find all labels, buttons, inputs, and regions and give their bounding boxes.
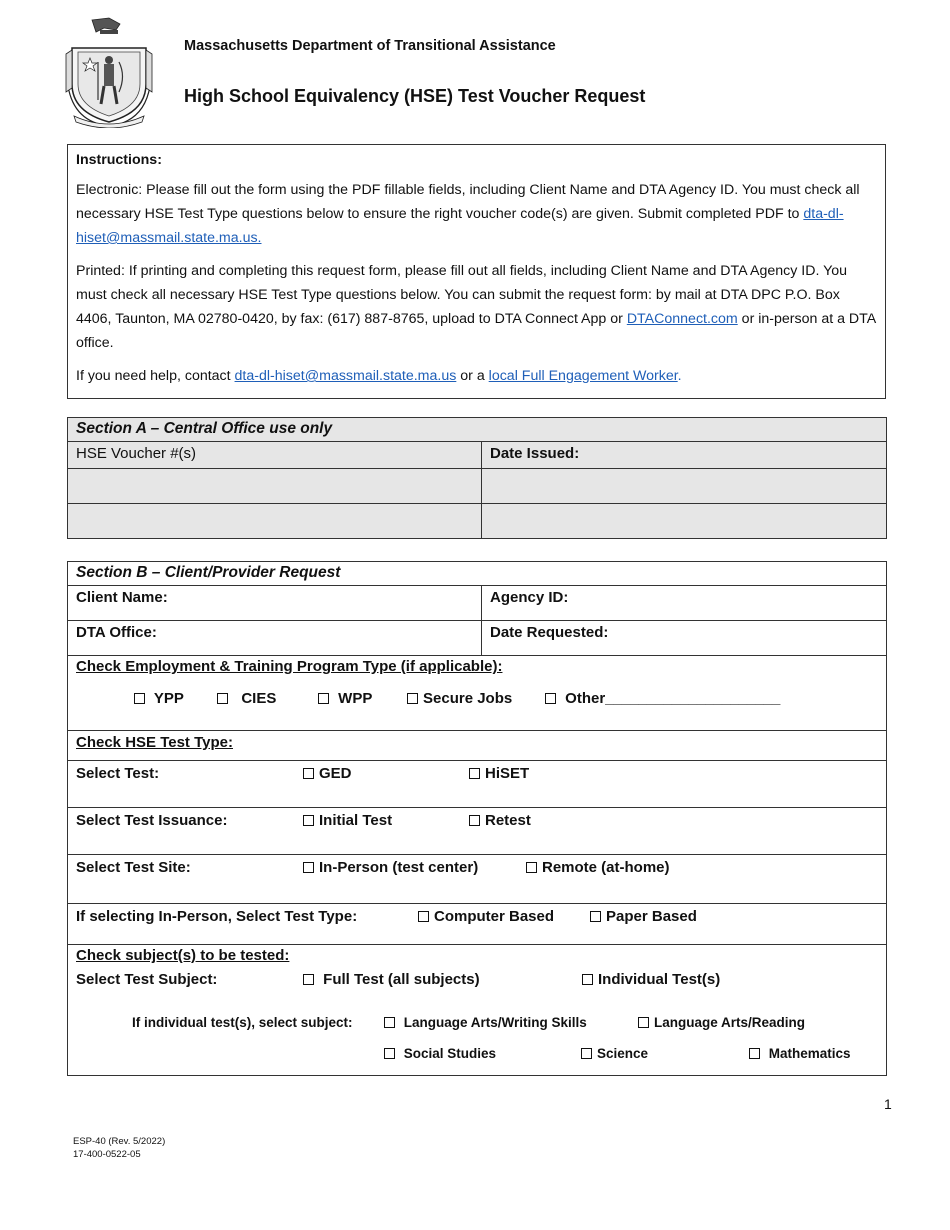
checkbox-icon[interactable] bbox=[581, 1048, 592, 1059]
program-other[interactable]: Other_____________________ bbox=[545, 690, 780, 707]
select-test-row bbox=[68, 761, 887, 808]
select-subject-label: Select Test Subject: bbox=[76, 971, 218, 988]
date-issued-field-2[interactable] bbox=[482, 504, 887, 539]
agency-id-field[interactable]: Agency ID: bbox=[482, 586, 887, 621]
checkbox-icon[interactable] bbox=[303, 768, 314, 779]
subject-writing-option[interactable]: Language Arts/Writing Skills bbox=[384, 1015, 587, 1030]
checkbox-icon[interactable] bbox=[749, 1048, 760, 1059]
checkbox-icon[interactable] bbox=[638, 1017, 649, 1028]
section-a-title: Section A – Central Office use only bbox=[68, 418, 887, 442]
form-title: High School Equivalency (HSE) Test Voucher Request bbox=[184, 86, 646, 106]
select-site-label: Select Test Site: bbox=[76, 859, 191, 876]
checkbox-icon[interactable] bbox=[407, 693, 418, 704]
help-email-link[interactable]: dta-dl-hiset@massmail.state.ma.us bbox=[234, 368, 457, 384]
select-issuance-label: Select Test Issuance: bbox=[76, 812, 228, 829]
checkbox-icon[interactable] bbox=[303, 974, 314, 985]
instructions-label: Instructions: bbox=[76, 152, 162, 168]
program-ypp[interactable]: YPP bbox=[134, 690, 184, 707]
issuance-retest-option[interactable]: Retest bbox=[469, 812, 531, 829]
program-wpp[interactable]: WPP bbox=[318, 690, 372, 707]
checkbox-icon[interactable] bbox=[384, 1017, 395, 1028]
site-remote-option[interactable]: Remote (at-home) bbox=[526, 859, 670, 876]
electronic-email-link[interactable]: dta-dl-hiset@massmail.state.ma.us. bbox=[76, 206, 844, 246]
issuance-initial-option[interactable]: Initial Test bbox=[303, 812, 392, 829]
checkbox-icon[interactable] bbox=[469, 768, 480, 779]
date-issued-field-1[interactable] bbox=[482, 469, 887, 504]
dta-office-field[interactable]: DTA Office: bbox=[68, 621, 482, 656]
site-in-person-option[interactable]: In-Person (test center) bbox=[303, 859, 478, 876]
checkbox-icon[interactable] bbox=[303, 862, 314, 873]
checkbox-icon[interactable] bbox=[582, 974, 593, 985]
in-person-type-label: If selecting In-Person, Select Test Type: bbox=[76, 908, 358, 925]
subject-full-test-option[interactable]: Full Test (all subjects) bbox=[303, 971, 480, 988]
checkbox-icon[interactable] bbox=[590, 911, 601, 922]
dtaconnect-link[interactable]: DTAConnect.com bbox=[626, 311, 738, 327]
agency-name: Massachusetts Department of Transitional Assistance bbox=[184, 38, 556, 54]
massachusetts-seal-icon bbox=[64, 16, 154, 128]
date-requested-field[interactable]: Date Requested: bbox=[482, 621, 887, 656]
client-name-field[interactable]: Client Name: bbox=[68, 586, 482, 621]
subjects-row bbox=[68, 945, 887, 1076]
in-person-type-row bbox=[68, 904, 887, 945]
type-paper-option[interactable]: Paper Based bbox=[590, 908, 697, 925]
checkbox-icon[interactable] bbox=[134, 693, 145, 704]
hse-heading: Check HSE Test Type: bbox=[68, 731, 887, 761]
form-footer bbox=[73, 1135, 165, 1161]
test-site-row bbox=[68, 855, 887, 904]
section-b-title: Section B – Client/Provider Request bbox=[68, 562, 887, 586]
form-code: 17-400-0522-05 bbox=[73, 1149, 141, 1160]
test-hiset-option[interactable]: HiSET bbox=[469, 765, 529, 782]
page-number: 1 bbox=[884, 1096, 892, 1112]
instructions-help: If you need help, contact dta-dl-hiset@massmail.state.ma.us or a local Full Engagement Worker. bbox=[76, 368, 682, 384]
date-issued-label: Date Issued: bbox=[482, 442, 887, 469]
select-test-label: Select Test: bbox=[76, 765, 160, 782]
voucher-field-2[interactable] bbox=[68, 504, 482, 539]
instructions-printed: Printed: If printing and completing this request form, please fill out all fields, including Client Name and DTA Agency ID. You must check all necessary HSE Test Type questions below. You can submit the request form: by mail at DTA DPC P.O. Box 4406, Taunton, MA 02780-0420, by fax: (617) 887-8765, upload to DTA Connect App or DTAConnect.com or in-person at a DTA office. bbox=[76, 263, 876, 351]
checkbox-icon[interactable] bbox=[469, 815, 480, 826]
program-type-row bbox=[68, 656, 887, 731]
voucher-label: HSE Voucher #(s) bbox=[68, 442, 482, 469]
checkbox-icon[interactable] bbox=[318, 693, 329, 704]
subject-science-option[interactable]: Science bbox=[581, 1046, 648, 1061]
checkbox-icon[interactable] bbox=[217, 693, 228, 704]
section-a-table bbox=[67, 417, 887, 539]
checkbox-icon[interactable] bbox=[303, 815, 314, 826]
subjects-heading: Check subject(s) to be tested: bbox=[76, 947, 290, 964]
full-engagement-worker-link[interactable]: local Full Engagement Worker bbox=[488, 368, 678, 384]
checkbox-icon[interactable] bbox=[545, 693, 556, 704]
individual-subject-label: If individual test(s), select subject: bbox=[132, 1015, 353, 1030]
checkbox-icon[interactable] bbox=[384, 1048, 395, 1059]
checkbox-icon[interactable] bbox=[418, 911, 429, 922]
instructions-box bbox=[67, 144, 886, 399]
instructions-electronic: Electronic: Please fill out the form using the PDF fillable fields, including Client Name and DTA Agency ID. You must check all necessary HSE Test Type questions below to ensure the right voucher code(s) are given. Submit completed PDF to dta-dl-hiset@massmail.state.ma.us. bbox=[76, 182, 860, 246]
checkbox-icon[interactable] bbox=[526, 862, 537, 873]
test-issuance-row bbox=[68, 808, 887, 855]
subject-mathematics-option[interactable]: Mathematics bbox=[749, 1046, 851, 1061]
type-computer-option[interactable]: Computer Based bbox=[418, 908, 554, 925]
program-heading: Check Employment & Training Program Type (if applicable): bbox=[76, 658, 503, 675]
form-id: ESP-40 (Rev. 5/2022) bbox=[73, 1136, 166, 1147]
program-cies[interactable]: CIES bbox=[217, 690, 276, 707]
voucher-field-1[interactable] bbox=[68, 469, 482, 504]
program-secure-jobs[interactable]: Secure Jobs bbox=[407, 690, 512, 707]
section-b-table bbox=[67, 561, 887, 1076]
test-ged-option[interactable]: GED bbox=[303, 765, 352, 782]
subject-social-studies-option[interactable]: Social Studies bbox=[384, 1046, 496, 1061]
subject-individual-option[interactable]: Individual Test(s) bbox=[582, 971, 720, 988]
subject-reading-option[interactable]: Language Arts/Reading bbox=[638, 1015, 805, 1030]
